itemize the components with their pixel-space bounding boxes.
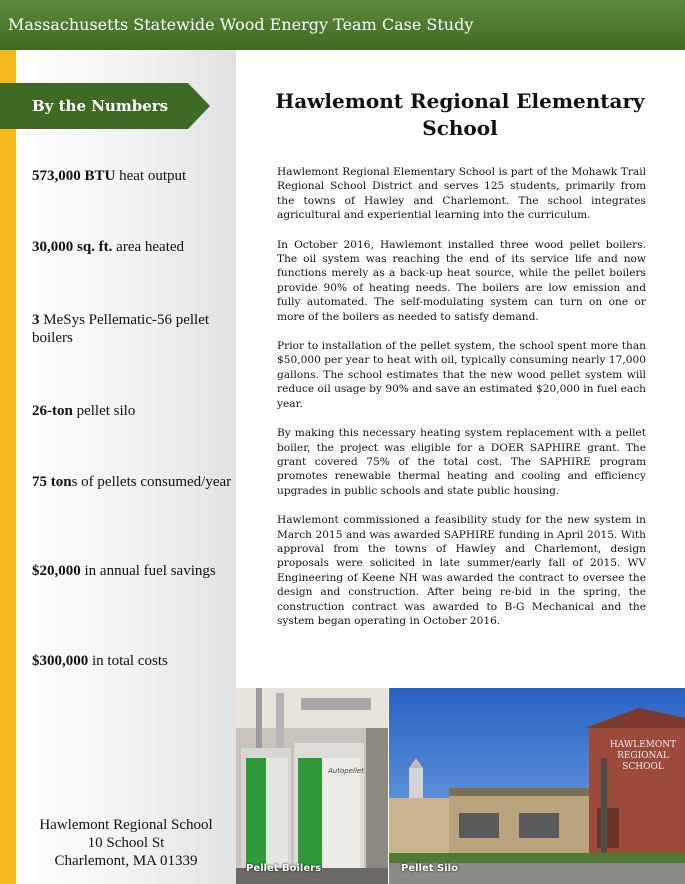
banner-label: By the Numbers [32, 97, 169, 115]
page-title: Hawlemont Regional Elementary School [275, 89, 645, 140]
address-line-city: Charlemont, MA 01339 [54, 853, 198, 869]
address-line-street: 10 School St [87, 835, 165, 851]
paragraph-installation: In October 2016, Hawlemont installed three wood pellet boilers. The oil system was reaching the end of its service life and now functions merely as a back-up heat source, while the pellet boilers provide 90% of heating needs. The boilers are low emission and fully automated. The self-modulating system can turn on one or more of the boilers as needed to satisfy demand. [277, 238, 646, 323]
article-body [277, 165, 646, 643]
pellet-silo-caption: Pellet Silo [401, 863, 458, 874]
stat-pellet-silo: 26-ton pellet silo [32, 403, 136, 419]
sign-line-2: REGIONAL SCHOOL [617, 751, 669, 772]
page-header [0, 0, 685, 50]
pellet-boilers-caption: Pellet Boilers [246, 863, 322, 874]
paragraph-grant: By making this necessary heating system replacement with a pellet boiler, the project was eligible for a DOER SAPHIRE grant. The grant covered 75% of the total cost. The SAPHIRE program promotes renewable thermal heating and cooling and efficiency upgrades in public schools and state public housing. [277, 427, 646, 497]
pellet-boilers-photo [236, 688, 388, 884]
sign-line-1: HAWLEMONT [609, 740, 677, 750]
stat-annual-savings: $20,000 in annual fuel savings [32, 563, 216, 579]
school-sign [607, 740, 679, 773]
stat-pellets-consumed: 75 tons of pellets consumed/year [32, 474, 232, 490]
boiler-brand-label: Autopellet [328, 767, 364, 775]
yellow-accent-bar [0, 50, 16, 884]
paragraph-intro: Hawlemont Regional Elementary School is part of the Mohawk Trail Regional School District and serves 125 students, primarily from the towns of Hawley and Charlemont. The school integrates agricultural and experiential learning into the curriculum. [277, 166, 646, 222]
header-title: Massachusetts Statewide Wood Energy Team Case Study [8, 15, 474, 34]
paragraph-costs: Prior to installation of the pellet system, the school spent more than $50,000 per year to heat with oil, typically consuming nearly 17,000 gallons. The school estimates that the new wood pellet system will reduce oil usage by 90% and save an estimated $20,000 in fuel each year. [277, 340, 646, 410]
pellet-silo-photo [389, 688, 685, 884]
address-line-name: Hawlemont Regional School [39, 817, 213, 833]
stat-total-costs: $300,000 in total costs [32, 653, 168, 669]
school-address [16, 816, 236, 870]
stat-area-heated: 30,000 sq. ft. area heated [32, 239, 185, 255]
stat-heat-output: 573,000 BTU heat output [32, 168, 187, 184]
stat-boilers: 3 MeSys Pellematic-56 pellet boilers [32, 312, 210, 346]
paragraph-timeline: Hawlemont commissioned a feasibility study for the new system in March 2015 and was awarded SAPHIRE funding in April 2015. With approval from the towns of Hawley and Charlemont, design proposals were solicited in late summer/early fall of 2015. WV Engineering of Keene NH was awarded the contract to oversee the design and construction. After being re-bid in the spring, the construction contract was awarded to B-G Mechanical and the system began operating in October 2016. [277, 514, 646, 627]
